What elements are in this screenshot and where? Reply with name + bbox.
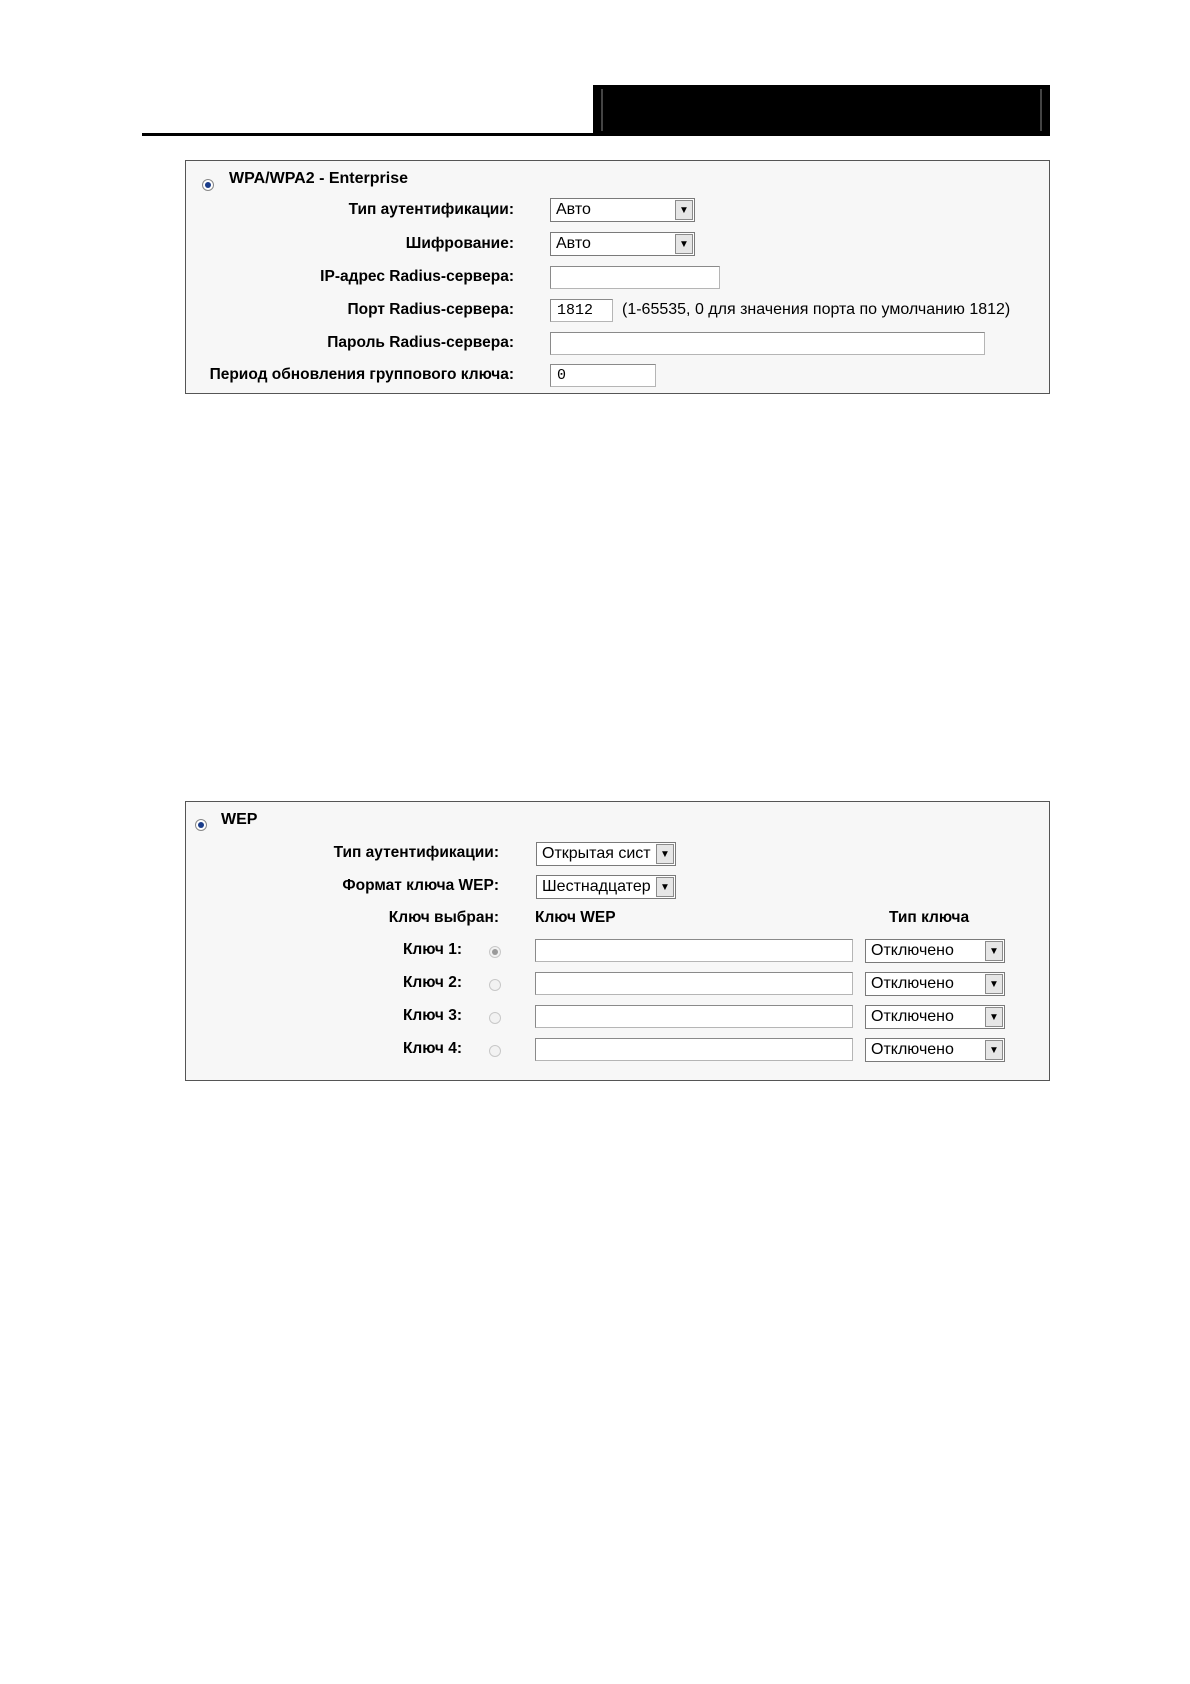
key-4-input[interactable] [535, 1038, 853, 1061]
radius-password-input[interactable] [550, 332, 985, 355]
wep-panel [185, 801, 1050, 1081]
key-3-type-value: Отключено [871, 1008, 954, 1025]
group-key-period-label: Период обновления группового ключа: [209, 366, 514, 383]
key-2-label: Ключ 2: [402, 974, 462, 991]
key-1-type-select[interactable] [865, 939, 1005, 963]
key-1-input[interactable] [535, 939, 853, 962]
key-type-header: Тип ключа [889, 909, 970, 926]
chevron-down-icon: ▼ [656, 877, 674, 897]
chevron-down-icon: ▼ [675, 200, 693, 220]
key-1-label: Ключ 1: [402, 941, 462, 958]
key-3-input[interactable] [535, 1005, 853, 1028]
key-selected-header: Ключ выбран: [388, 909, 499, 926]
radius-port-input[interactable]: 1812 [550, 299, 613, 322]
wep-title: WEP [221, 811, 258, 828]
key-4-type-value: Отключено [871, 1041, 954, 1058]
radius-port-hint: (1-65535, 0 для значения порта по умолчанию 1812) [622, 301, 1011, 318]
wep-auth-type-value: Открытая сист [542, 845, 651, 862]
wpa-enterprise-radio[interactable] [202, 179, 214, 191]
key-2-input[interactable] [535, 972, 853, 995]
chevron-down-icon: ▼ [985, 974, 1003, 994]
key-1-type-value: Отключено [871, 942, 954, 959]
wep-key-format-value: Шестнадцатер [542, 878, 651, 895]
radius-ip-input[interactable] [550, 266, 720, 289]
chevron-down-icon: ▼ [656, 844, 674, 864]
page-header-bar [593, 85, 1050, 135]
wep-auth-type-select[interactable] [536, 842, 676, 866]
key-3-radio[interactable] [489, 1012, 501, 1024]
auth-type-label: Тип аутентификации: [348, 201, 514, 218]
wpa-enterprise-title: WPA/WPA2 - Enterprise [229, 170, 408, 187]
radius-password-label: Пароль Radius-сервера: [327, 334, 514, 351]
key-4-radio[interactable] [489, 1045, 501, 1057]
key-2-radio[interactable] [489, 979, 501, 991]
chevron-down-icon: ▼ [985, 1007, 1003, 1027]
key-3-type-select[interactable] [865, 1005, 1005, 1029]
wpa-enterprise-panel [185, 160, 1050, 394]
key-2-type-value: Отключено [871, 975, 954, 992]
wep-auth-type-label: Тип аутентификации: [333, 844, 499, 861]
key-2-type-select[interactable] [865, 972, 1005, 996]
radius-port-label: Порт Radius-сервера: [347, 301, 514, 318]
chevron-down-icon: ▼ [675, 234, 693, 254]
key-3-label: Ключ 3: [402, 1007, 462, 1024]
encryption-label: Шифрование: [405, 235, 514, 252]
chevron-down-icon: ▼ [985, 1040, 1003, 1060]
auth-type-select[interactable] [550, 198, 695, 222]
page-header-rule [142, 133, 1050, 136]
encryption-value: Авто [556, 235, 591, 252]
group-key-period-input[interactable]: 0 [550, 364, 656, 387]
key-4-type-select[interactable] [865, 1038, 1005, 1062]
auth-type-value: Авто [556, 201, 591, 218]
encryption-select[interactable] [550, 232, 695, 256]
chevron-down-icon: ▼ [985, 941, 1003, 961]
key-1-radio[interactable] [489, 946, 501, 958]
key-4-label: Ключ 4: [402, 1040, 462, 1057]
radius-ip-label: IP-адрес Radius-сервера: [320, 268, 514, 285]
wep-key-format-label: Формат ключа WEP: [342, 877, 499, 894]
wep-key-format-select[interactable] [536, 875, 676, 899]
wep-radio[interactable] [195, 819, 207, 831]
wep-key-header: Ключ WEP [535, 909, 616, 926]
